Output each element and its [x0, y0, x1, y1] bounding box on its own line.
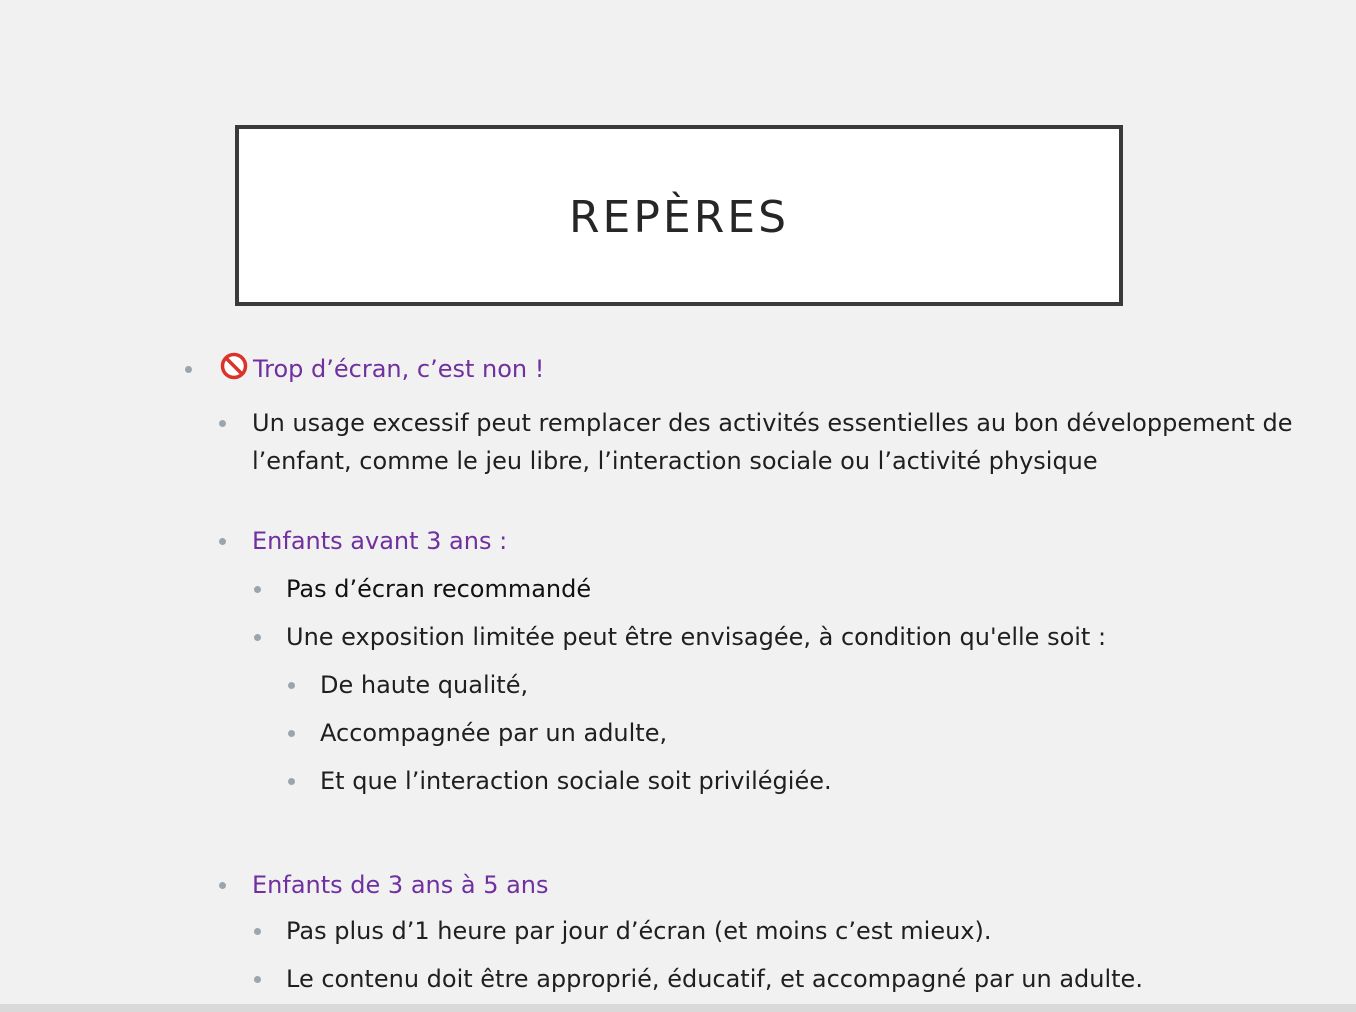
bullet-dot	[288, 778, 295, 785]
bullet-dot	[254, 976, 261, 983]
under-3-sub-2: Accompagnée par un adulte,	[320, 719, 668, 747]
under-3-item-1: Pas d’écran recommandé	[286, 575, 592, 603]
under-3-label: Enfants avant 3 ans :	[252, 527, 508, 555]
intro-text-line-2: l’enfant, comme le jeu libre, l’interaction sociale ou l’activité physique	[252, 447, 1098, 475]
age-3-to-5-item-1: Pas plus d’1 heure par jour d’écran (et moins c’est mieux).	[286, 917, 992, 945]
bullet-dot	[219, 882, 226, 889]
under-3-sub-1: De haute qualité,	[320, 671, 529, 699]
bullet-dot	[254, 928, 261, 935]
age-3-to-5-label: Enfants de 3 ans à 5 ans	[252, 871, 549, 899]
slide-title: REPÈRES	[568, 192, 789, 243]
bullet-dot	[185, 366, 192, 373]
age-3-to-5-item-2: Le contenu doit être approprié, éducatif, et accompagné par un adulte.	[286, 965, 1143, 993]
intro-text-line-1: Un usage excessif peut remplacer des activités essentielles au bon développement de	[252, 409, 1293, 437]
bullet-dot	[219, 420, 226, 427]
bullet-dot	[219, 538, 226, 545]
under-3-item-2: Une exposition limitée peut être envisagée, à condition qu'elle soit :	[286, 623, 1107, 651]
no-entry-sign-icon	[220, 352, 248, 380]
bullet-dot	[288, 730, 295, 737]
bullet-dot	[288, 682, 295, 689]
bullet-dot	[254, 634, 261, 641]
title-box	[235, 125, 1123, 306]
under-3-sub-3: Et que l’interaction sociale soit privilégiée.	[320, 767, 832, 795]
bullet-dot	[254, 586, 261, 593]
section-heading: Trop d’écran, c’est non !	[253, 355, 545, 383]
bottom-edge	[0, 1004, 1356, 1012]
